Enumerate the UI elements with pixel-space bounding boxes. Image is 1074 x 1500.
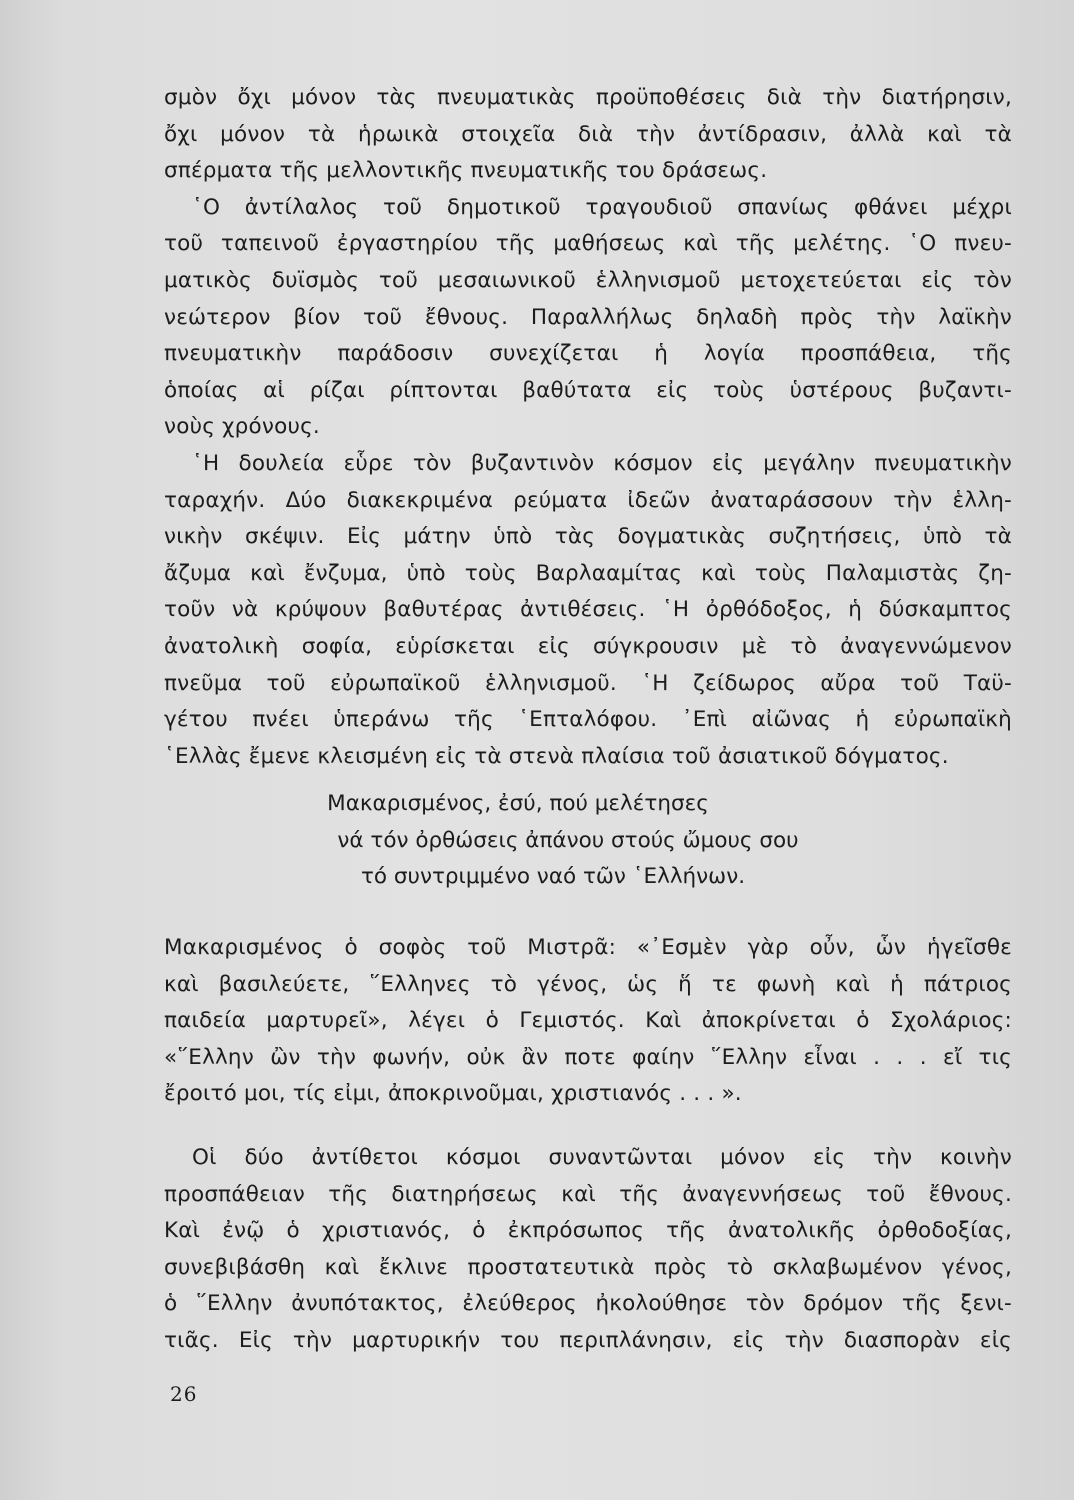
text-line: γέτου πνέει ὑπεράνω τῆς ῾Επταλόφου. ᾿Επὶ αἰῶνας ἡ εὐρωπαϊκὴ xyxy=(164,707,1012,733)
text-line: συνεβιβάσθη καὶ ἔκλινε προστατευτικὰ πρὸς τὸ σκλαβωμένον γένος, xyxy=(164,1254,1012,1280)
paragraph-block-middle xyxy=(164,930,1012,1113)
page-number: 26 xyxy=(170,1382,198,1406)
text-line: «῞Ελλην ὢν τὴν φωνήν, οὐκ ἂν ποτε φαίην ῞Ελλην εἶναι . . . εἴ τις xyxy=(164,1044,1012,1070)
text-line: καὶ βασιλεύετε, ῞Ελληνες τὸ γένος, ὡς ἥ τε φωνὴ καὶ ἡ πάτριος xyxy=(164,971,1012,997)
text-line: τοῦ ταπεινοῦ ἐργαστηρίου τῆς μαθήσεως καὶ τῆς μελέτης. ῾Ο πνευ- xyxy=(164,231,1012,257)
text-line: ῾Ελλὰς ἔμενε κλεισμένη εἰς τὰ στενὰ πλαίσια τοῦ ἀσιατικοῦ δόγματος. xyxy=(164,743,949,769)
text-line: νεώτερον βίον τοῦ ἔθνους. Παραλλήλως δηλαδὴ πρὸς τὴν λαϊκὴν xyxy=(164,304,1012,330)
text-line: ταραχήν. Δύο διακεκριμένα ρεύματα ἰδεῶν ἀναταράσσουν τὴν ἑλλη- xyxy=(164,487,1012,513)
verse-quote xyxy=(164,786,1012,896)
text-line: Οἱ δύο ἀντίθετοι κόσμοι συναντῶνται μόνον εἰς τὴν κοινὴν xyxy=(192,1145,1012,1170)
paragraph-block-top xyxy=(164,80,1012,775)
text-line: Καὶ ἐνῷ ὁ χριστιανός, ὁ ἐκπρόσωπος τῆς ἀνατολικῆς ὀρθοδοξίας, xyxy=(164,1218,1012,1244)
verse-line: τό συντριμμένο ναό τῶν ῾Ελλήνων. xyxy=(360,864,746,890)
text-line: σμὸν ὄχι μόνον τὰς πνευματικὰς προϋποθέσεις διὰ τὴν διατήρησιν, xyxy=(164,85,1012,110)
text-line: τιᾶς. Εἰς τὴν μαρτυρικήν του περιπλάνησιν, εἰς τὴν διασπορὰν εἰς xyxy=(164,1327,1012,1353)
text-line: πνευματικὴν παράδοσιν συνεχίζεται ἡ λογία προσπάθεια, τῆς xyxy=(164,341,1012,367)
text-line: Μακαρισμένος ὁ σοφὸς τοῦ Μιστρᾶ: «᾿Εσμὲν γὰρ οὖν, ὧν ἡγεῖσθε xyxy=(164,935,1012,960)
verse-line: νά τόν ὀρθώσεις ἀπάνου στούς ὤμους σου xyxy=(337,827,799,853)
text-line: ματικὸς δυϊσμὸς τοῦ μεσαιωνικοῦ ἑλληνισμοῦ μετοχετεύεται εἰς τὸν xyxy=(164,267,1012,293)
text-line: ὁ ῞Ελλην ἀνυπότακτος, ἐλεύθερος ἠκολούθησε τὸν δρόμον τῆς ξενι- xyxy=(164,1291,1012,1317)
text-line: πνεῦμα τοῦ εὐρωπαϊκοῦ ἑλληνισμοῦ. ῾Η ζείδωρος αὔρα τοῦ Ταϋ- xyxy=(164,670,1012,696)
text-line: παιδεία μαρτυρεῖ», λέγει ὁ Γεμιστός. Καὶ ἀποκρίνεται ὁ Σχολάριος: xyxy=(164,1008,1012,1034)
text-line: νοὺς χρόνους. xyxy=(164,414,320,440)
text-line: ῾Ο ἀντίλαλος τοῦ δημοτικοῦ τραγουδιοῦ σπανίως φθάνει μέχρι xyxy=(192,194,1012,220)
text-line: ἀνατολικὴ σοφία, εὑρίσκεται εἰς σύγκρουσιν μὲ τὸ ἀναγεννώμενον xyxy=(164,633,1012,659)
text-line: ἔροιτό μοι, τίς εἰμι, ἀποκρινοῦμαι, χριστιανός . . . ». xyxy=(164,1081,742,1107)
text-line: ὁποίας αἱ ρίζαι ρίπτονται βαθύτατα εἰς τοὺς ὑστέρους βυζαντι- xyxy=(164,377,1012,403)
text-line: ἄζυμα καὶ ἔνζυμα, ὑπὸ τοὺς Βαρλααμίτας καὶ τοὺς Παλαμιστὰς ζη- xyxy=(164,560,1012,586)
verse-line: Μακαρισμένος, ἐσύ, πού μελέτησες xyxy=(327,791,709,816)
text-line: ὄχι μόνον τὰ ἡρωικὰ στοιχεῖα διὰ τὴν ἀντίδρασιν, ἀλλὰ καὶ τὰ xyxy=(164,121,1012,147)
text-line: σπέρματα τῆς μελλοντικῆς πνευματικῆς του δράσεως. xyxy=(164,158,768,184)
text-line: νικὴν σκέψιν. Εἰς μάτην ὑπὸ τὰς δογματικὰς συζητήσεις, ὑπὸ τὰ xyxy=(164,524,1012,550)
paragraph-block-bottom xyxy=(164,1140,1012,1360)
text-line: τοῦν νὰ κρύψουν βαθυτέρας ἀντιθέσεις. ῾Η ὀρθόδοξος, ἡ δύσκαμπτος xyxy=(164,597,1012,623)
text-line: προσπάθειαν τῆς διατηρήσεως καὶ τῆς ἀναγεννήσεως τοῦ ἔθνους. xyxy=(164,1181,1012,1207)
text-line: ῾Η δουλεία εὗρε τὸν βυζαντινὸν κόσμον εἰς μεγάλην πνευματικὴν xyxy=(192,450,1012,476)
